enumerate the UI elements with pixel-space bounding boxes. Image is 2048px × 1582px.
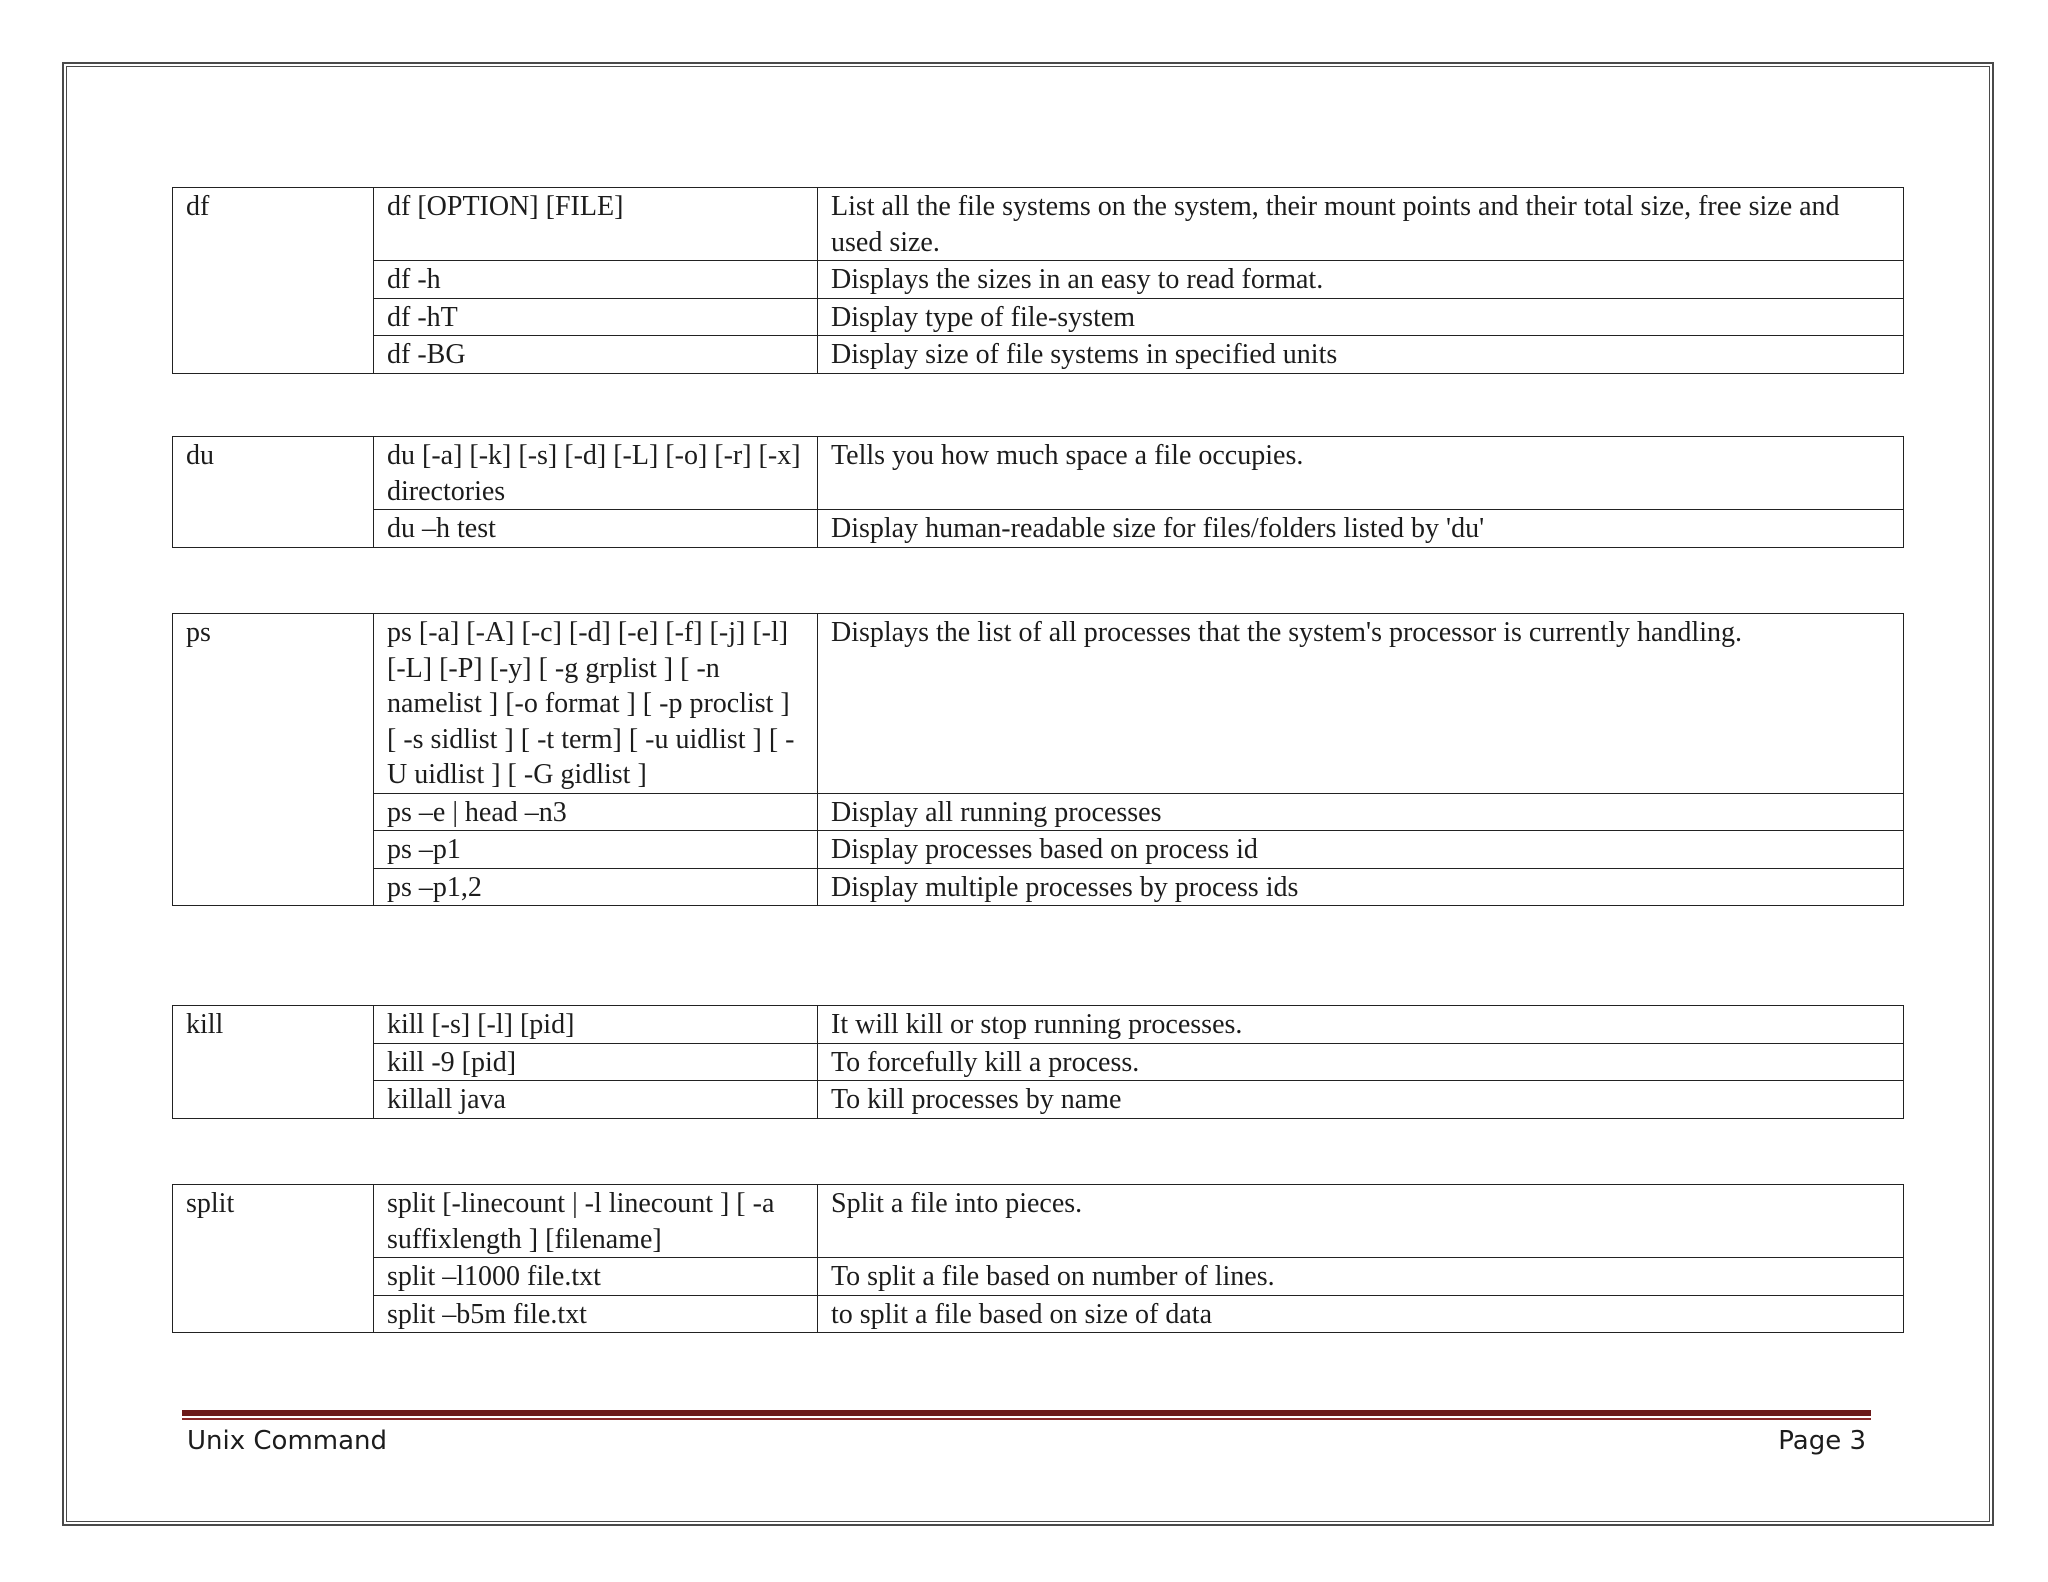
du-command-table	[172, 436, 1904, 548]
syntax-cell: df -hT	[374, 298, 818, 336]
description-cell: to split a file based on size of data	[818, 1295, 1904, 1333]
table-row	[173, 188, 1904, 261]
command-name-cell: ps	[173, 614, 374, 906]
command-name-cell: kill	[173, 1006, 374, 1119]
table-row	[173, 614, 1904, 794]
table-row	[173, 793, 1904, 831]
table-row	[173, 261, 1904, 299]
description-cell: Display size of file systems in specified units	[818, 336, 1904, 374]
command-name-cell: du	[173, 437, 374, 548]
table-row	[173, 1006, 1904, 1044]
table-row	[173, 510, 1904, 548]
description-cell: To split a file based on number of lines.	[818, 1258, 1904, 1296]
syntax-cell: df -BG	[374, 336, 818, 374]
df-command-table	[172, 187, 1904, 374]
command-name-cell: split	[173, 1185, 374, 1333]
syntax-cell: split [-linecount | -l linecount ] [ -a suffixlength ] [filename]	[374, 1185, 818, 1258]
table-row	[173, 1081, 1904, 1119]
syntax-cell: ps –p1	[374, 831, 818, 869]
description-cell: Display processes based on process id	[818, 831, 1904, 869]
syntax-cell: df -h	[374, 261, 818, 299]
syntax-cell: killall java	[374, 1081, 818, 1119]
description-cell: List all the file systems on the system, their mount points and their total size, free size and used size.	[818, 188, 1904, 261]
table-row	[173, 298, 1904, 336]
description-cell: To kill processes by name	[818, 1081, 1904, 1119]
footer-document-title: Unix Command	[187, 1426, 388, 1456]
description-cell: Display all running processes	[818, 793, 1904, 831]
syntax-cell: ps –p1,2	[374, 868, 818, 906]
description-cell: Displays the list of all processes that the system's processor is currently handling.	[818, 614, 1904, 794]
ps-command-table	[172, 613, 1904, 906]
description-cell: To forcefully kill a process.	[818, 1043, 1904, 1081]
table-row	[173, 868, 1904, 906]
description-cell: Display human-readable size for files/folders listed by 'du'	[818, 510, 1904, 548]
syntax-cell: split –b5m file.txt	[374, 1295, 818, 1333]
footer-rule	[182, 1410, 1871, 1416]
kill-command-table	[172, 1005, 1904, 1119]
syntax-cell: kill [-s] [-l] [pid]	[374, 1006, 818, 1044]
syntax-cell: split –l1000 file.txt	[374, 1258, 818, 1296]
table-row	[173, 831, 1904, 869]
syntax-cell: ps [-a] [-A] [-c] [-d] [-e] [-f] [-j] [-l] [-L] [-P] [-y] [ -g grplist ] [ -n namelist ] [-o format ] [ -p proclist ] [ -s sidlist ] [ -t term] [ -u uidlist ] [ -U uidlist ] [ -G gidlist ]	[374, 614, 818, 794]
footer-rule-thin	[182, 1418, 1871, 1420]
description-cell: It will kill or stop running processes.	[818, 1006, 1904, 1044]
table-row	[173, 1185, 1904, 1258]
table-row	[173, 1043, 1904, 1081]
syntax-cell: ps –e | head –n3	[374, 793, 818, 831]
description-cell: Display type of file-system	[818, 298, 1904, 336]
description-cell: Display multiple processes by process ids	[818, 868, 1904, 906]
split-command-table	[172, 1184, 1904, 1333]
syntax-cell: du [-a] [-k] [-s] [-d] [-L] [-o] [-r] [-x] directories	[374, 437, 818, 510]
table-row	[173, 336, 1904, 374]
table-row	[173, 437, 1904, 510]
syntax-cell: du –h test	[374, 510, 818, 548]
syntax-cell: kill -9 [pid]	[374, 1043, 818, 1081]
table-row	[173, 1258, 1904, 1296]
description-cell: Split a file into pieces.	[818, 1185, 1904, 1258]
description-cell: Displays the sizes in an easy to read format.	[818, 261, 1904, 299]
footer-page-number: Page 3	[1778, 1426, 1866, 1456]
description-cell: Tells you how much space a file occupies.	[818, 437, 1904, 510]
table-row	[173, 1295, 1904, 1333]
command-name-cell: df	[173, 188, 374, 374]
syntax-cell: df [OPTION] [FILE]	[374, 188, 818, 261]
